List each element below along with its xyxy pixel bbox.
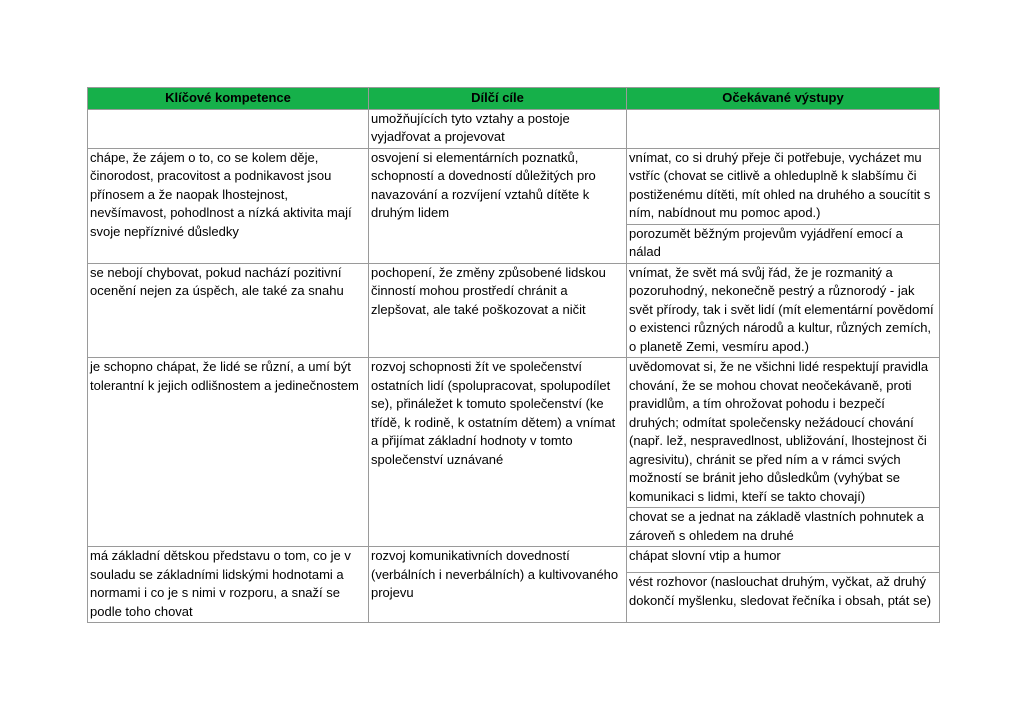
cell-vystup: vnímat, že svět má svůj řád, že je rozmanitý a pozoruhodný, nekonečně pestrý a různorodý - jak svět přírody, tak i svět lidí (mít elementární povědomí o existenci různých národů a kultur, různých zemích, o planetě Zemi, vesmíru apod.) [627,263,940,358]
curriculum-table [87,87,940,623]
cell-vystup: chápat slovní vtip a humor [627,547,940,573]
cell-cil: osvojení si elementárních poznatků, schopností a dovedností důležitých pro navazování a rozvíjení vztahů dítěte k druhým lidem [369,148,627,263]
cell-vystup [627,109,940,148]
cell-vystup: porozumět běžným projevům vyjádření emocí a nálad [627,224,940,263]
cell-vystup: uvědomovat si, že ne všichni lidé respektují pravidla chování, že se mohou chovat neočekávaně, proti pravidlům, a tím ohrožovat pohodu i bezpečí druhých; odmítat společensky nežádoucí chování (např. lež, nespravedlnost, ubližování, lhostejnost či agresivitu), chránit se před ním a v rámci svých možností se bránit jeho důsledkům (vyhýbat se komunikaci s lidmi, kteří se takto chovají) [627,358,940,508]
cell-cil: rozvoj schopnosti žít ve společenství ostatních lidí (spolupracovat, spolupodílet se), přináležet k tomuto společenství (ke třídě, k rodině, k ostatním dětem) a vnímat a přijímat základní hodnoty v tomto společenství uznávané [369,358,627,547]
cell-cil: pochopení, že změny způsobené lidskou činností mohou prostředí chránit a zlepšovat, ale také poškozovat a ničit [369,263,627,358]
header-cile: Dílčí cíle [369,88,627,110]
table-row [88,148,940,224]
cell-kompetence: má základní dětskou představu o tom, co je v souladu se základními lidskými hodnotami a normami i co je s nimi v rozporu, a snaží se podle toho chovat [88,547,369,623]
cell-vystup: vnímat, co si druhý přeje či potřebuje, vycházet mu vstříc (chovat se citlivě a ohleduplně k slabšímu či postiženému dítěti, mít ohled na druhého a soucítit s ním, nabídnout mu pomoc apod.) [627,148,940,224]
table-row [88,263,940,358]
cell-cil: umožňujících tyto vztahy a postoje vyjadřovat a projevovat [369,109,627,148]
cell-kompetence: chápe, že zájem o to, co se kolem děje, činorodost, pracovitost a podnikavost jsou přínosem a že naopak lhostejnost, nevšímavost, pohodlnost a nízká aktivita mají svoje nepříznivé důsledky [88,148,369,263]
table-row [88,547,940,573]
table-row [88,358,940,508]
table-row [88,109,940,148]
cell-kompetence [88,109,369,148]
cell-kompetence: je schopno chápat, že lidé se různí, a umí být tolerantní k jejich odlišnostem a jedinečnostem [88,358,369,547]
header-vystupy: Očekávané výstupy [627,88,940,110]
header-row [88,88,940,110]
cell-vystup: chovat se a jednat na základě vlastních pohnutek a zároveň s ohledem na druhé [627,508,940,547]
cell-cil: rozvoj komunikativních dovedností (verbálních i neverbálních) a kultivovaného projevu [369,547,627,623]
header-kompetence: Klíčové kompetence [88,88,369,110]
cell-kompetence: se nebojí chybovat, pokud nachází pozitivní ocenění nejen za úspěch, ale také za snahu [88,263,369,358]
cell-vystup: vést rozhovor (naslouchat druhým, vyčkat, až druhý dokončí myšlenku, sledovat řečníka i obsah, ptát se) [627,573,940,623]
